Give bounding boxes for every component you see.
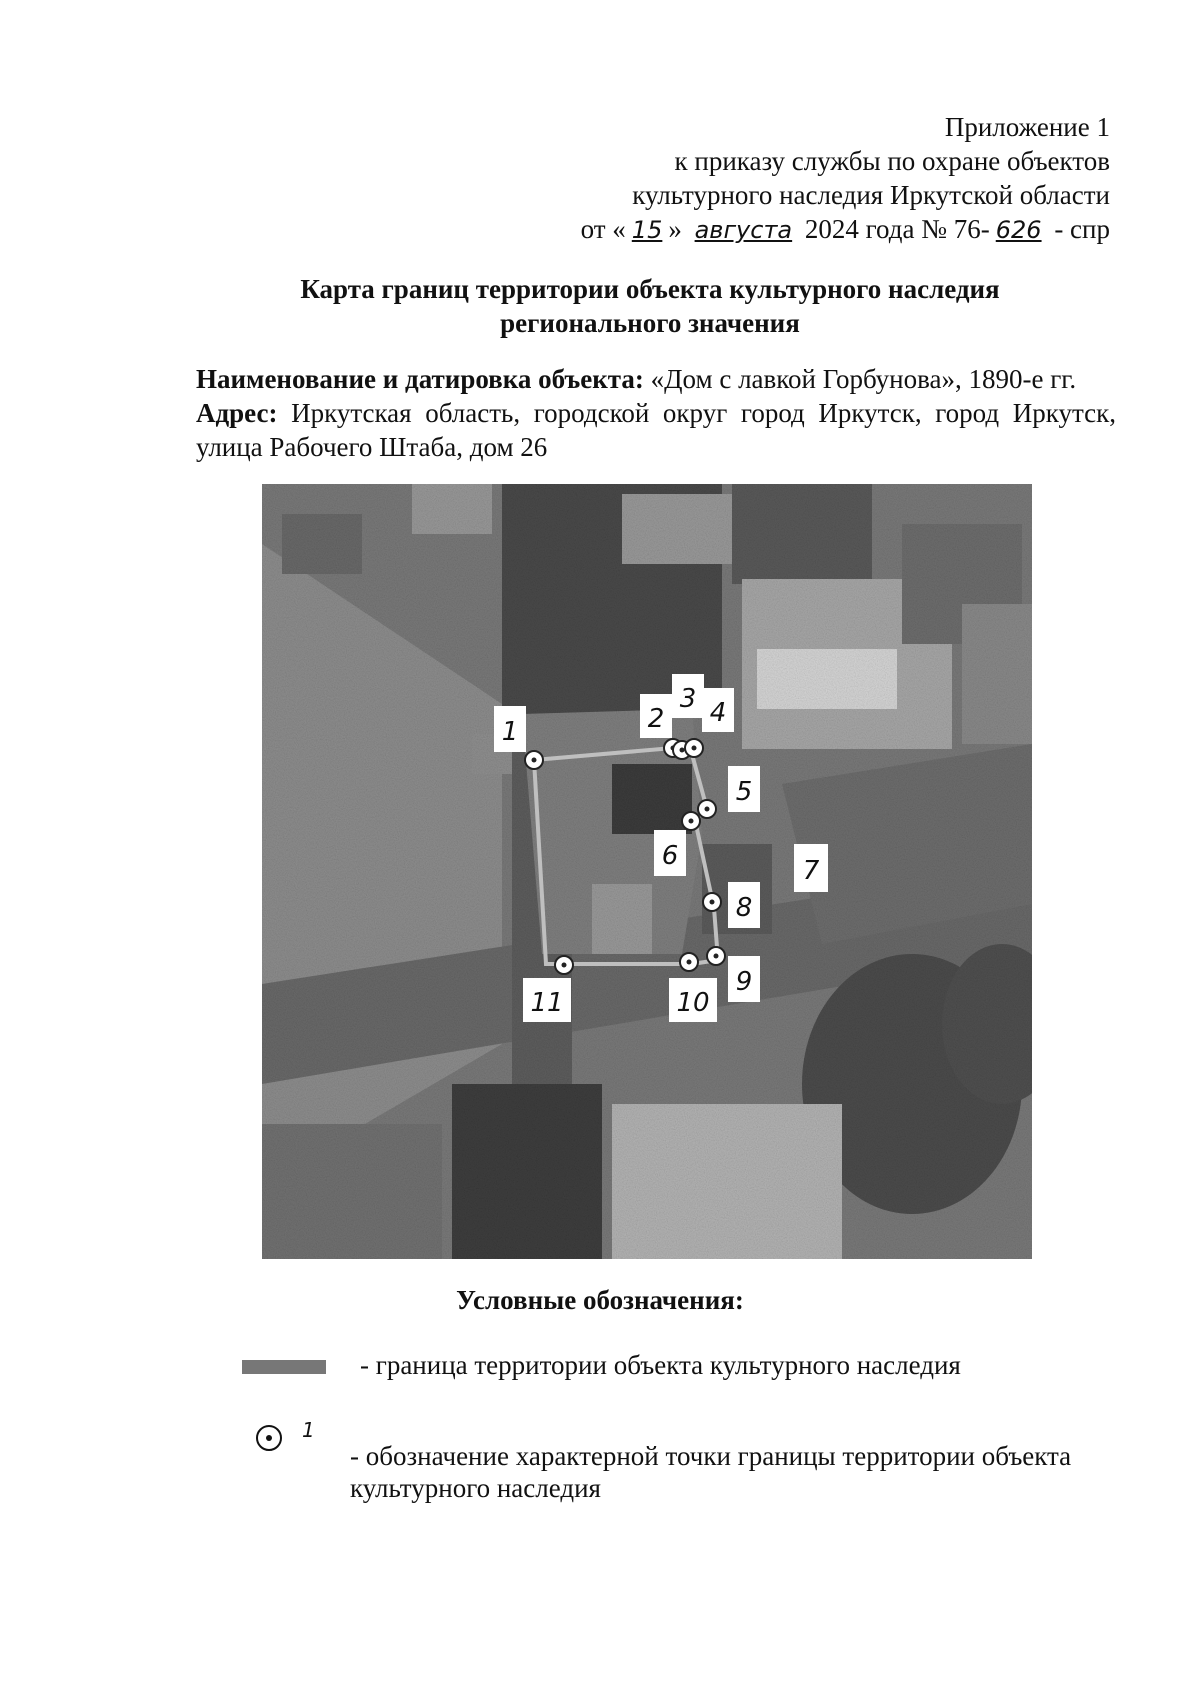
boundary-point-1 — [525, 751, 543, 769]
object-address-value: Иркутская область, городской округ город Иркутск, город Иркутск, улица Рабочего Штаба, дом 26 — [196, 398, 1117, 462]
date-month: августа — [694, 216, 793, 244]
point-label-10 — [669, 978, 717, 1022]
point-label-7 — [794, 844, 828, 892]
object-info — [196, 362, 1116, 464]
appendix-title: Приложение 1 — [944, 112, 1110, 142]
date-mid: » — [668, 214, 682, 244]
legend-boundary-swatch — [242, 1360, 326, 1374]
svg-text:11: 11 — [530, 988, 564, 1018]
svg-text:10: 10 — [676, 988, 710, 1018]
point-label-5 — [728, 766, 760, 812]
svg-text:5: 5 — [735, 777, 753, 807]
appendix-order-line: к приказу службы по охране объектов — [674, 146, 1110, 176]
object-address-line — [196, 396, 1116, 464]
svg-text:4: 4 — [709, 698, 727, 728]
boundary-point-8 — [703, 893, 721, 911]
title-line-2: регионального значения — [500, 308, 800, 338]
order-number: 626 — [995, 216, 1042, 244]
svg-text:7: 7 — [802, 856, 820, 886]
order-suffix: - спр — [1054, 214, 1110, 244]
document-title — [200, 272, 1100, 340]
appendix-agency-line: культурного наследия Иркутской области — [632, 180, 1110, 210]
appendix-block — [581, 110, 1110, 247]
svg-text:1: 1 — [501, 717, 519, 747]
point-label-3 — [672, 674, 704, 718]
point-label-2 — [640, 694, 672, 738]
legend-point-text: - обозначение характерной точки границы территории объекта культурного наследия — [350, 1441, 1072, 1503]
svg-text:9: 9 — [735, 967, 753, 997]
date-prefix: от « — [580, 214, 626, 244]
object-name-label: Наименование и датировка объекта: — [196, 364, 644, 394]
legend-point-icon — [256, 1425, 282, 1451]
svg-text:3: 3 — [679, 684, 697, 714]
point-label-11 — [523, 978, 571, 1022]
point-label-8 — [728, 882, 760, 928]
svg-text:6: 6 — [661, 841, 679, 871]
object-name-line — [196, 362, 1116, 396]
point-label-6 — [654, 830, 686, 876]
boundary-point-9 — [707, 947, 725, 965]
boundary-point-11 — [555, 956, 573, 974]
date-year: 2024 года № 76- — [804, 214, 990, 244]
date-day: 15 — [631, 216, 663, 244]
object-name-value: «Дом с лавкой Горбунова», 1890-е гг. — [650, 364, 1077, 394]
point-label-1 — [494, 706, 526, 752]
svg-text:2: 2 — [647, 704, 665, 734]
appendix-date-line — [581, 212, 1110, 247]
boundary-point-10 — [680, 953, 698, 971]
boundary-point-5 — [698, 800, 716, 818]
legend-boundary-text: - граница территории объекта культурного наследия — [360, 1350, 961, 1380]
boundary-point-4 — [685, 739, 703, 757]
title-line-1: Карта границ территории объекта культурного наследия — [300, 274, 1000, 304]
svg-text:8: 8 — [735, 893, 753, 923]
legend-title: Условные обозначения: — [456, 1285, 744, 1315]
point-label-9 — [728, 956, 760, 1002]
legend-point-number: 1 — [302, 1418, 315, 1442]
aerial-map — [262, 484, 1032, 1259]
point-label-4 — [702, 688, 734, 732]
object-address-label: Адрес: — [196, 398, 278, 428]
boundary-point-6 — [682, 812, 700, 830]
